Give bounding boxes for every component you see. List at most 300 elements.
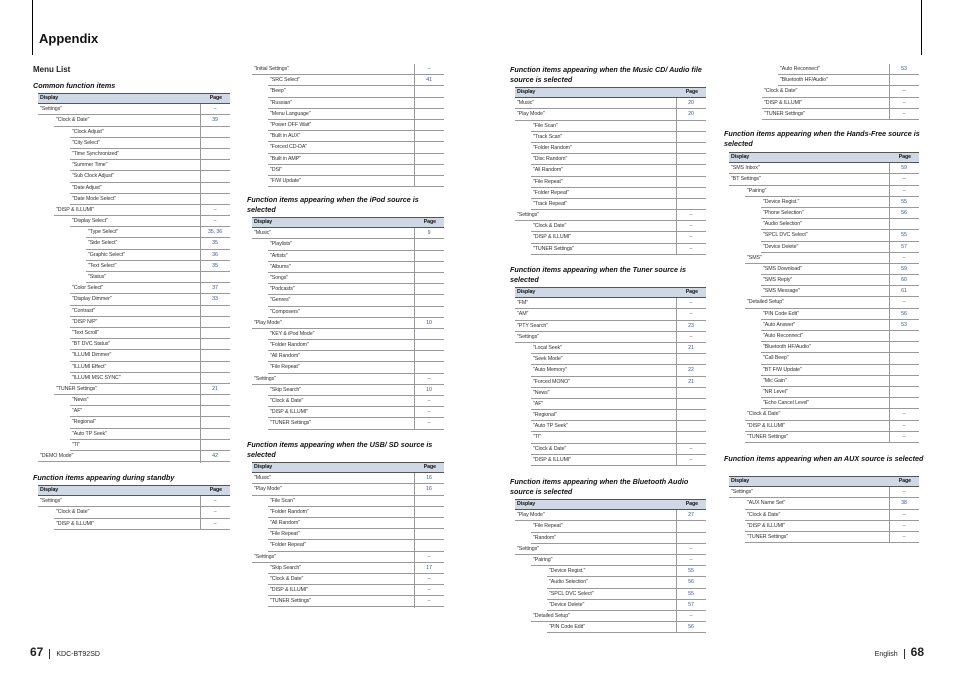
- page-reference: –: [902, 533, 906, 540]
- menu-item-label: "Built in AMP": [270, 155, 301, 162]
- table-row: [761, 242, 919, 253]
- page-reference: –: [902, 176, 906, 183]
- table-row: [761, 398, 919, 409]
- table-row: [70, 306, 230, 317]
- table-row: [268, 284, 444, 295]
- page-reference: 16: [426, 475, 432, 482]
- menu-item-label: "FM": [517, 300, 529, 307]
- menu-item-label: "File Repeat": [270, 531, 300, 538]
- display-column-header: Display: [731, 478, 750, 484]
- page-reference: –: [689, 556, 693, 563]
- table-row: [547, 589, 706, 600]
- menu-item-label: "TUNER Settings": [56, 385, 98, 392]
- table-row: [531, 611, 706, 622]
- table-row: [531, 143, 706, 154]
- menu-item-label: "Date Adjust": [72, 184, 102, 191]
- table-ipod-functions: [252, 217, 444, 430]
- table-row: [745, 521, 919, 532]
- page-column-divider: [676, 510, 677, 633]
- table-hands-free-functions: [729, 152, 919, 443]
- menu-item-label: "Settings": [40, 106, 62, 113]
- table-row: [70, 395, 230, 406]
- table-row: [761, 320, 919, 331]
- menu-item-label: "File Repeat": [533, 178, 563, 185]
- page-reference: –: [689, 456, 693, 463]
- menu-item-label: "Forced MONO": [533, 378, 570, 385]
- page-reference: –: [213, 106, 217, 113]
- table-row: [252, 374, 444, 385]
- page-column-divider: [889, 64, 890, 120]
- display-column-header: Display: [40, 487, 59, 493]
- menu-item-label: "Forced CD-DA": [270, 144, 308, 151]
- table-row: [70, 350, 230, 361]
- menu-item-label: "DISP & ILLUMI": [747, 422, 786, 429]
- table-row: [70, 440, 230, 451]
- table-row: [268, 574, 444, 585]
- table-row: [547, 577, 706, 588]
- table-row: [729, 487, 919, 498]
- table-row: [268, 540, 444, 551]
- table-row: [745, 297, 919, 308]
- page-reference: 55: [901, 232, 907, 239]
- menu-item-label: "Music": [254, 475, 271, 482]
- left-page-number: 67: [30, 645, 44, 659]
- page-column-divider: [414, 64, 415, 187]
- table-row: [761, 275, 919, 286]
- table-row: [86, 227, 230, 238]
- page-reference: 20: [688, 100, 694, 107]
- table-row: [70, 283, 230, 294]
- display-column-header: Display: [254, 219, 273, 225]
- table-music-cd-functions: [515, 87, 706, 255]
- menu-item-label: "F/W Update": [270, 177, 301, 184]
- table-row: [729, 174, 919, 185]
- menu-item-label: "Type Select": [88, 229, 119, 236]
- menu-item-label: "Mic Gain": [763, 377, 787, 384]
- table-row: [70, 429, 230, 440]
- table-row: [745, 432, 919, 443]
- menu-item-label: "Local Seek": [533, 344, 562, 351]
- table-row: [515, 544, 706, 555]
- page-reference: 10: [426, 386, 432, 393]
- menu-item-label: "Clock & Date": [270, 575, 304, 582]
- table-row: [268, 507, 444, 518]
- menu-item-label: "File Repeat": [533, 523, 563, 530]
- menu-item-label: "SMS": [747, 254, 762, 261]
- page-reference: –: [689, 223, 693, 230]
- page-reference: 57: [688, 601, 694, 608]
- page-reference: –: [689, 212, 693, 219]
- table-row: [762, 86, 919, 97]
- page-column-divider: [676, 298, 677, 466]
- table-row: [531, 177, 706, 188]
- page-reference: 23: [688, 322, 694, 329]
- page-reference: 56: [688, 624, 694, 631]
- menu-item-label: "Device Delete": [549, 601, 585, 608]
- page-column-divider: [200, 496, 201, 530]
- table-row: [268, 340, 444, 351]
- table-row: [778, 64, 919, 75]
- table-row: [70, 406, 230, 417]
- menu-item-label: "Play Mode": [254, 319, 282, 326]
- menu-item-label: "Built in AUX": [270, 133, 301, 140]
- page-reference: –: [689, 300, 693, 307]
- page-reference: –: [427, 398, 431, 404]
- table-row: [268, 496, 444, 507]
- page-reference: 20: [688, 111, 694, 118]
- table-row: [515, 210, 706, 221]
- table-row: [547, 566, 706, 577]
- menu-item-label: "Clock & Date": [764, 88, 798, 95]
- menu-item-label: "DISP & ILLUMI": [533, 456, 572, 463]
- table-row: [38, 104, 230, 115]
- table-row: [268, 98, 444, 109]
- page-reference: –: [427, 553, 431, 560]
- page-reference: –: [689, 245, 693, 252]
- page-column-divider: [414, 228, 415, 430]
- table-row: [531, 221, 706, 232]
- table-row: [268, 418, 444, 429]
- table-row: [268, 176, 444, 187]
- page-reference: –: [902, 99, 906, 106]
- page-reference: –: [902, 110, 906, 117]
- menu-item-label: "Settings": [254, 553, 276, 560]
- menu-item-label: "Playlists": [270, 241, 293, 248]
- page-reference: –: [213, 520, 217, 527]
- menu-item-label: "Track Repeat": [533, 200, 567, 207]
- table-row: [54, 384, 230, 395]
- table-row: [761, 331, 919, 342]
- menu-item-label: "Clock Adjust": [72, 128, 104, 135]
- page-column-header: Page: [209, 487, 222, 493]
- table-row: [761, 286, 919, 297]
- table-bluetooth-audio-continued: [746, 64, 919, 120]
- table-row: [86, 261, 230, 272]
- menu-item-label: "AF": [72, 408, 83, 415]
- table-row: [268, 251, 444, 262]
- menu-item-label: "Date Mode Select": [72, 195, 117, 202]
- page-reference: 55: [688, 568, 694, 575]
- menu-item-label: "Clock & Date": [56, 117, 90, 124]
- menu-item-label: "Play Mode": [517, 111, 545, 118]
- page-reference: –: [689, 234, 693, 241]
- table-row: [70, 417, 230, 428]
- page-column-divider: [889, 163, 890, 443]
- display-column-header: Display: [254, 464, 273, 470]
- left-margin-rule: [32, 0, 33, 55]
- table-row: [531, 521, 706, 532]
- table-row: [268, 75, 444, 86]
- menu-item-label: "Bluetooth HF/Audio": [780, 77, 828, 84]
- table-row: [531, 388, 706, 399]
- menu-item-label: "Music": [517, 100, 534, 107]
- table-row: [70, 328, 230, 339]
- table-row: [70, 138, 230, 149]
- table-row: [268, 385, 444, 396]
- table-row: [268, 295, 444, 306]
- menu-item-label: "Settings": [254, 375, 276, 382]
- menu-item-label: "TUNER Settings": [747, 533, 789, 540]
- table-row: [268, 165, 444, 176]
- menu-item-label: "ILLUMI Effect": [72, 363, 107, 370]
- table-row: [268, 154, 444, 165]
- menu-item-label: "PIN Code Edit": [763, 310, 799, 317]
- menu-item-label: "Albums": [270, 263, 291, 270]
- menu-item-label: "TI": [533, 434, 542, 441]
- page-column-divider: [676, 98, 677, 255]
- page-reference: 35: [212, 262, 218, 269]
- menu-item-label: "All Random": [270, 353, 300, 360]
- table-row: [745, 421, 919, 432]
- display-column-header: Display: [40, 95, 59, 101]
- table-bluetooth-audio-functions: [515, 499, 706, 633]
- table-header: [515, 87, 706, 98]
- page-reference: –: [902, 522, 906, 529]
- table-row: [761, 353, 919, 364]
- menu-item-label: "Phone Selection": [763, 209, 804, 216]
- menu-item-label: "BT Settings": [731, 176, 761, 183]
- model-name: KDC-BT92SD: [56, 651, 100, 658]
- table-row: [70, 339, 230, 350]
- menu-item-label: "Folder Random": [270, 342, 309, 349]
- menu-item-label: "Play Mode": [517, 512, 545, 519]
- menu-item-label: "DISP & ILLUMI": [747, 522, 786, 529]
- table-row: [531, 444, 706, 455]
- table-row: [745, 186, 919, 197]
- display-column-header: Display: [731, 154, 750, 160]
- table-row: [268, 362, 444, 373]
- table-row: [268, 142, 444, 153]
- menu-item-label: "SPCL DVC Select": [763, 232, 808, 239]
- menu-item-label: "News": [72, 397, 89, 404]
- table-row: [762, 109, 919, 120]
- table-row: [515, 309, 706, 320]
- page-reference: 59: [901, 265, 907, 272]
- table-row: [38, 496, 230, 507]
- page-reference: 53: [901, 66, 907, 72]
- table-row: [762, 98, 919, 109]
- page-reference: 22: [688, 367, 694, 374]
- page-reference: 36: [212, 251, 218, 258]
- table-header: [515, 499, 706, 510]
- table-standby-functions: [38, 485, 230, 530]
- menu-item-label: "Bluetooth HF/Audio": [763, 344, 811, 351]
- page-title: Appendix: [39, 31, 99, 46]
- menu-item-label: "Sub Clock Adjust": [72, 173, 115, 180]
- menu-item-label: "Composers": [270, 308, 300, 315]
- table-row: [531, 244, 706, 255]
- menu-item-label: "TI": [72, 441, 81, 448]
- menu-item-label: "Pairing": [533, 556, 553, 563]
- table-header: [252, 217, 444, 228]
- table-row: [86, 238, 230, 249]
- menu-item-label: "Time Synchronized": [72, 150, 120, 157]
- menu-item-label: "Clock & Date": [56, 509, 90, 516]
- menu-item-label: "Contrast": [72, 307, 95, 314]
- table-row: [531, 121, 706, 132]
- page-column-header: Page: [423, 219, 436, 225]
- right-page-number: 68: [910, 645, 924, 659]
- table-row: [745, 510, 919, 521]
- menu-item-label: "SMS Message": [763, 288, 800, 295]
- table-row: [531, 421, 706, 432]
- menu-item-label: "Detailed Setup": [747, 299, 784, 306]
- table-row: [761, 387, 919, 398]
- menu-item-label: "PTY Search": [517, 322, 549, 329]
- page-reference: –: [689, 545, 693, 552]
- menu-item-label: "Podcasts": [270, 286, 295, 293]
- table-row: [531, 354, 706, 365]
- page-reference: 55: [901, 198, 907, 205]
- menu-item-label: "DISP & ILLUMI": [764, 99, 803, 106]
- menu-item-label: "Regional": [72, 419, 96, 426]
- menu-item-label: "All Random": [533, 167, 563, 174]
- menu-item-label: "All Random": [270, 519, 300, 526]
- table-row: [70, 149, 230, 160]
- table-row: [54, 205, 230, 216]
- table-row: [268, 407, 444, 418]
- table-row: [547, 622, 706, 633]
- page-reference: 37: [212, 285, 218, 292]
- table-row: [515, 510, 706, 521]
- menu-item-label: "Power OFF Wait": [270, 121, 312, 128]
- page-reference: –: [902, 433, 906, 440]
- page-reference: –: [213, 498, 217, 505]
- table-row: [70, 127, 230, 138]
- menu-item-label: "SMS Reply": [763, 277, 793, 284]
- page-reference: –: [427, 598, 431, 605]
- menu-item-label: "Settings": [517, 212, 539, 219]
- table-row: [531, 555, 706, 566]
- page-reference: –: [902, 254, 906, 261]
- menu-item-label: "TUNER Settings": [747, 433, 789, 440]
- table-row: [70, 362, 230, 373]
- menu-item-label: "SRC Select": [270, 77, 300, 84]
- table-row: [268, 307, 444, 318]
- table-row: [531, 188, 706, 199]
- menu-item-label: "Auto Answer": [763, 321, 796, 328]
- menu-item-label: "Settings": [517, 333, 539, 340]
- table-row: [531, 455, 706, 466]
- page-column-divider: [200, 104, 201, 462]
- page-reference: 56: [901, 310, 907, 317]
- section-title-standby: Function items appearing during standby: [33, 473, 175, 482]
- menu-item-label: "Disc Random": [533, 156, 568, 163]
- page-reference: 42: [212, 453, 218, 459]
- table-row: [761, 365, 919, 376]
- right-margin-rule: [921, 0, 922, 55]
- table-row: [515, 298, 706, 309]
- page-reference: 21: [212, 385, 218, 392]
- table-row: [268, 109, 444, 120]
- footer-separator: [904, 649, 905, 659]
- page-column-header: Page: [898, 478, 911, 484]
- page-reference: 35, 36: [207, 229, 223, 236]
- page-reference: –: [902, 422, 906, 429]
- footer-separator: [49, 649, 50, 659]
- table-row: [778, 75, 919, 86]
- table-row: [745, 498, 919, 509]
- table-row: [70, 294, 230, 305]
- menu-item-label: "Pairing": [747, 187, 767, 194]
- page-reference: 56: [688, 579, 694, 586]
- menu-item-label: "News": [533, 389, 550, 396]
- page-column-divider: [414, 473, 415, 607]
- page-reference: –: [427, 575, 431, 582]
- menu-item-label: "Beep": [270, 88, 286, 95]
- table-row: [70, 216, 230, 227]
- table-row: [268, 596, 444, 607]
- menu-item-label: "SPCL DVC Select": [549, 590, 594, 597]
- menu-item-label: "BT F/W Update": [763, 366, 802, 373]
- table-row: [268, 86, 444, 97]
- page-reference: –: [902, 299, 906, 306]
- table-initial-settings: [252, 64, 444, 187]
- menu-item-label: "DISP & ILLUMI": [270, 409, 309, 416]
- menu-item-label: "Text Select": [88, 262, 117, 269]
- section-title-usb-sd: Function items appearing when the USB/ SD source is selected: [247, 440, 433, 459]
- menu-item-label: "Clock & Date": [747, 411, 781, 418]
- page-column-header: Page: [898, 154, 911, 160]
- table-row: [531, 154, 706, 165]
- menu-item-label: "Settings": [731, 489, 753, 496]
- menu-item-label: "Skip Search": [270, 564, 302, 571]
- menu-item-label: "NR Level": [763, 388, 788, 395]
- table-tuner-functions: [515, 287, 706, 466]
- section-title-common: Common function items: [33, 81, 116, 90]
- table-row: [268, 262, 444, 273]
- table-row: [515, 109, 706, 120]
- table-row: [531, 365, 706, 376]
- page-reference: 9: [427, 230, 431, 237]
- menu-item-label: "AUX Name Set": [747, 500, 786, 507]
- page-column-header: Page: [423, 464, 436, 470]
- menu-item-label: "DISP N/P": [72, 318, 98, 325]
- menu-item-label: "Side Select": [88, 240, 118, 247]
- table-row: [745, 253, 919, 264]
- table-row: [70, 194, 230, 205]
- page-reference: –: [427, 375, 431, 382]
- page-reference: –: [902, 88, 906, 95]
- menu-item-label: "File Repeat": [270, 364, 300, 371]
- table-row: [268, 563, 444, 574]
- menu-item-label: "Auto Reconnect": [780, 66, 820, 72]
- menu-item-label: "Display Dimmer": [72, 296, 112, 303]
- menu-item-label: "ILLUMI Dimmer": [72, 352, 112, 359]
- table-row: [531, 399, 706, 410]
- menu-list-heading: Menu List: [33, 65, 71, 74]
- menu-item-label: "Display Select": [72, 218, 108, 225]
- table-row: [547, 600, 706, 611]
- menu-item-label: "Menu Language": [270, 110, 311, 117]
- table-row: [745, 409, 919, 420]
- table-row: [268, 518, 444, 529]
- menu-item-label: "Auto TP Seek": [72, 430, 107, 437]
- page-reference: –: [689, 445, 693, 452]
- menu-item-label: "DISP & ILLUMI": [270, 587, 309, 594]
- menu-item-label: "Clock & Date": [533, 223, 567, 230]
- menu-item-label: "File Scan": [270, 497, 295, 504]
- table-row: [761, 342, 919, 353]
- table-row: [761, 208, 919, 219]
- table-row: [268, 131, 444, 142]
- table-usb-sd-functions: [252, 462, 444, 607]
- menu-item-label: "Folder Random": [270, 508, 309, 515]
- menu-item-label: "Color Select": [72, 285, 104, 292]
- table-row: [252, 484, 444, 495]
- table-row: [268, 529, 444, 540]
- table-aux-functions: [729, 476, 919, 543]
